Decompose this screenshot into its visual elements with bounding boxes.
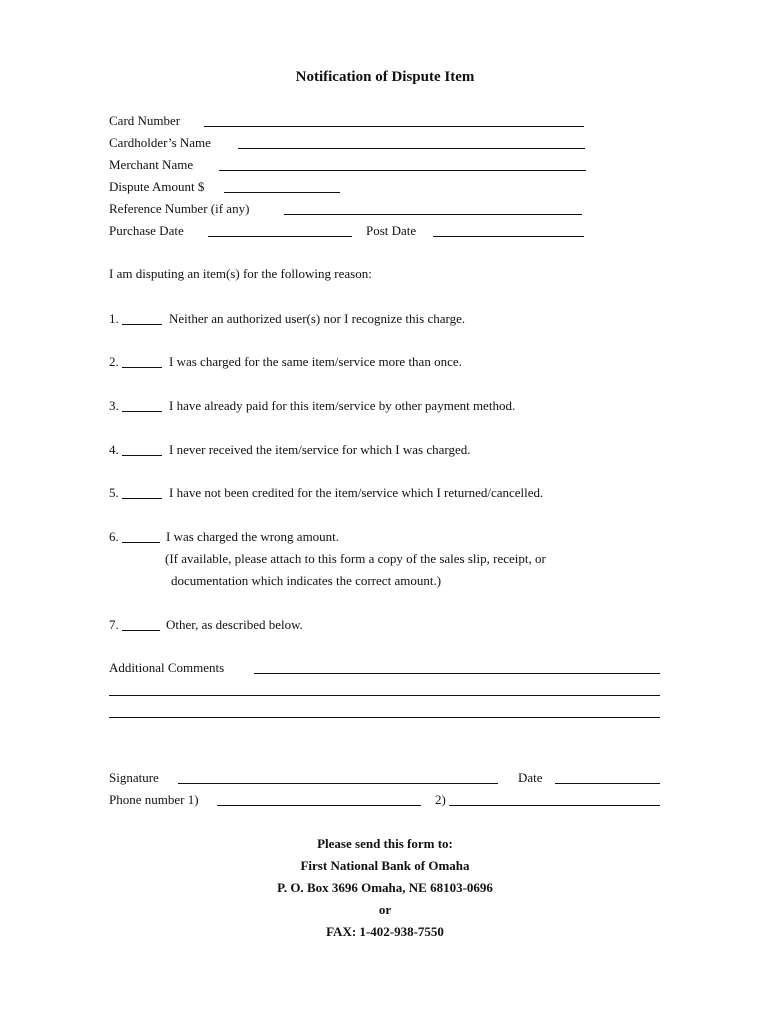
reason-3-number: 3. [109,398,119,413]
reference-number-field[interactable] [284,214,582,215]
additional-comments-line-2[interactable] [109,695,660,696]
reason-2-number: 2. [109,354,119,369]
phone-number-2-label: 2) [435,792,446,807]
signature-field[interactable] [178,783,498,784]
reason-6-note-line-2: documentation which indicates the correct amount.) [171,573,442,588]
page-title: Notification of Dispute Item [295,69,475,85]
card-number-field[interactable] [204,126,584,127]
reason-6-number: 6. [109,529,119,544]
merchant-name-label: Merchant Name [109,157,194,172]
bank-address: P. O. Box 3696 Omaha, NE 68103-0696 [277,880,493,895]
reason-2-text: I was charged for the same item/service more than once. [169,354,462,369]
reference-number-label: Reference Number (if any) [109,201,250,216]
additional-comments-line-1[interactable] [254,673,660,674]
purchase-date-label: Purchase Date [109,223,184,238]
reason-2-checkline[interactable] [122,367,162,368]
post-date-label: Post Date [366,223,417,238]
cardholder-name-field[interactable] [238,148,585,149]
reason-5-number: 5. [109,485,119,500]
additional-comments-label: Additional Comments [109,660,225,675]
phone-number-2-field[interactable] [449,805,660,806]
reason-7-checkline[interactable] [122,630,160,631]
reason-3-checkline[interactable] [122,411,162,412]
merchant-name-field[interactable] [219,170,586,171]
fax-number: FAX: 1-402-938-7550 [326,924,444,939]
dispute-amount-field[interactable] [224,192,340,193]
reason-1-checkline[interactable] [122,324,162,325]
post-date-field[interactable] [433,236,584,237]
reason-5-text: I have not been credited for the item/service which I returned/cancelled. [169,485,544,500]
additional-comments-line-3[interactable] [109,717,660,718]
phone-number-1-field[interactable] [217,805,421,806]
card-number-label: Card Number [109,113,181,128]
reason-1-text: Neither an authorized user(s) nor I recognize this charge. [169,311,466,326]
reason-4-number: 4. [109,442,119,457]
reason-1-number: 1. [109,311,119,326]
phone-number-1-label: Phone number 1) [109,792,199,807]
reason-5-checkline[interactable] [122,498,162,499]
reason-7-number: 7. [109,617,119,632]
or-text: or [378,902,392,917]
reason-3-text: I have already paid for this item/service by other payment method. [169,398,516,413]
signature-label: Signature [109,770,159,785]
reason-6-checkline[interactable] [122,542,160,543]
reason-4-text: I never received the item/service for which I was charged. [169,442,471,457]
date-label: Date [518,770,543,785]
bank-name: First National Bank of Omaha [300,858,470,873]
dispute-amount-label: Dispute Amount $ [109,179,205,194]
reason-intro: I am disputing an item(s) for the following reason: [109,266,372,281]
reason-4-checkline[interactable] [122,455,162,456]
reason-7-text: Other, as described below. [166,617,303,632]
date-field[interactable] [555,783,660,784]
cardholder-name-label: Cardholder’s Name [109,135,211,150]
reason-6-text: I was charged the wrong amount. [166,529,340,544]
reason-6-note-line-1: (If available, please attach to this form a copy of the sales slip, receipt, or [165,551,546,566]
send-to-heading: Please send this form to: [317,836,453,851]
purchase-date-field[interactable] [208,236,352,237]
